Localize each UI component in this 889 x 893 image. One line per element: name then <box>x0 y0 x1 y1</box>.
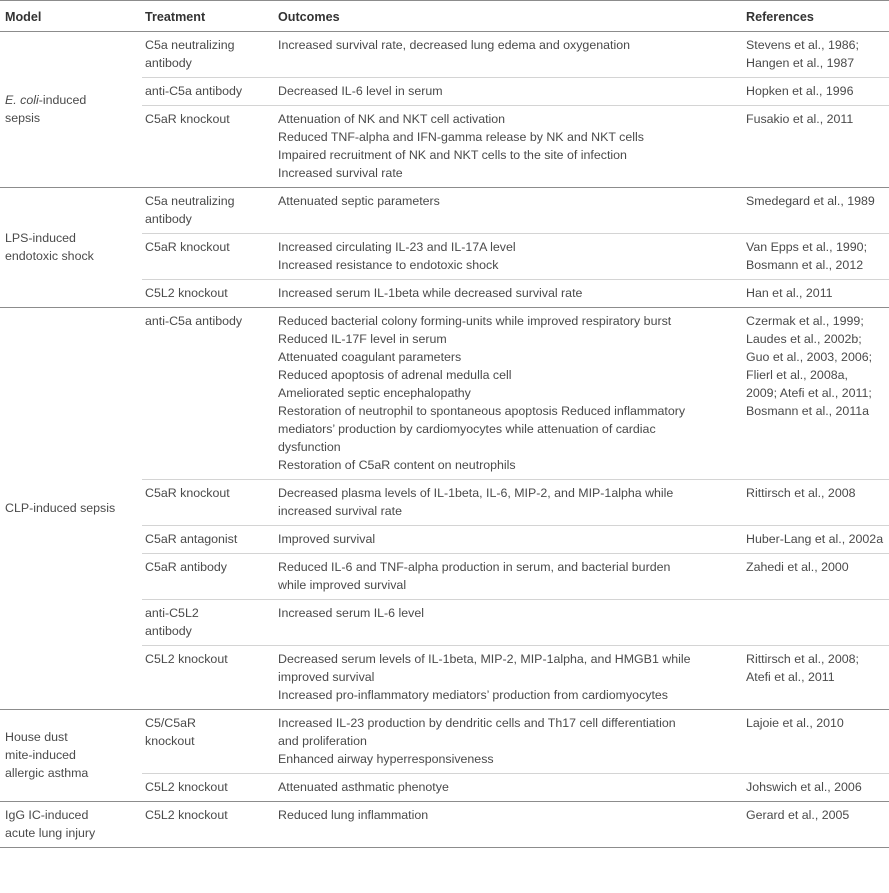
references-cell <box>742 554 889 600</box>
treatment-line: C5aR knockout <box>145 486 230 500</box>
treatment-line: antibody <box>145 212 192 226</box>
treatment-cell <box>142 106 275 188</box>
model-italic-text: E. coli <box>5 93 39 107</box>
outcome-line: Decreased plasma levels of IL-1beta, IL-6, MIP-2, and MIP-1alpha while <box>278 486 674 500</box>
treatment-line: C5aR knockout <box>145 112 230 126</box>
table-body <box>0 32 889 848</box>
reference-line: Van Epps et al., 1990; <box>746 240 868 254</box>
outcome-line: Attenuated coagulant parameters <box>278 350 462 364</box>
model-line: mite-induced <box>5 748 76 762</box>
reference-line: Fusakio et al., 2011 <box>746 112 854 126</box>
outcomes-cell <box>275 710 742 774</box>
treatment-line: C5aR antibody <box>145 560 227 574</box>
treatment-cell <box>142 32 275 78</box>
outcome-line: Restoration of C5aR content on neutrophils <box>278 458 516 472</box>
treatment-line: anti-C5a antibody <box>145 84 243 98</box>
outcomes-cell <box>275 234 742 280</box>
references-cell <box>742 308 889 480</box>
reference-line: Gerard et al., 2005 <box>746 808 850 822</box>
outcome-line: Attenuated asthmatic phenotye <box>278 780 449 794</box>
reference-line: Hopken et al., 1996 <box>746 84 854 98</box>
treatment-line: anti-C5a antibody <box>145 314 243 328</box>
treatment-cell <box>142 774 275 802</box>
header-row <box>0 1 889 32</box>
outcomes-cell <box>275 646 742 710</box>
outcomes-cell <box>275 774 742 802</box>
outcome-line: Increased IL-23 production by dendritic cells and Th17 cell differentiation <box>278 716 676 730</box>
treatment-cell <box>142 308 275 480</box>
treatment-cell <box>142 280 275 308</box>
model-cell <box>0 188 142 308</box>
model-line: CLP-induced sepsis <box>5 501 116 515</box>
table-row <box>0 802 889 848</box>
outcome-line: mediators’ production by cardiomyocytes while attenuation of cardiac <box>278 422 656 436</box>
outcomes-cell <box>275 32 742 78</box>
treatment-cell <box>142 802 275 848</box>
model-line: House dust <box>5 730 68 744</box>
reference-line: 2009; Atefi et al., 2011; <box>746 386 872 400</box>
table-row <box>0 32 889 78</box>
reference-line: Czermak et al., 1999; <box>746 314 864 328</box>
references-cell <box>742 106 889 188</box>
references-cell <box>742 526 889 554</box>
outcome-line: Increased survival rate <box>278 166 403 180</box>
model-text: -induced <box>38 93 87 107</box>
outcome-line: while improved survival <box>278 578 407 592</box>
treatment-cell <box>142 188 275 234</box>
outcome-line: Decreased serum levels of IL-1beta, MIP-2, MIP-1alpha, and HMGB1 while <box>278 652 691 666</box>
reference-line: Johswich et al., 2006 <box>746 780 862 794</box>
model-line: endotoxic shock <box>5 249 94 263</box>
outcome-line: Impaired recruitment of NK and NKT cells to the site of infection <box>278 148 627 162</box>
outcome-line: dysfunction <box>278 440 341 454</box>
treatment-line: C5a neutralizing <box>145 194 235 208</box>
references-cell <box>742 774 889 802</box>
outcome-line: Increased circulating IL-23 and IL-17A level <box>278 240 516 254</box>
outcomes-cell <box>275 188 742 234</box>
treatment-line: C5L2 knockout <box>145 780 228 794</box>
model-cell <box>0 308 142 710</box>
treatment-line: antibody <box>145 624 192 638</box>
outcome-line: Improved survival <box>278 532 376 546</box>
treatment-cell <box>142 646 275 710</box>
model-cell <box>0 710 142 802</box>
model-cell <box>0 802 142 848</box>
model-line: IgG IC-induced <box>5 808 89 822</box>
reference-line: Smedegard et al., 1989 <box>746 194 875 208</box>
treatment-cell <box>142 600 275 646</box>
outcome-line: Restoration of neutrophil to spontaneous apoptosis Reduced inflammatory <box>278 404 686 418</box>
table-row <box>0 188 889 234</box>
outcomes-cell <box>275 526 742 554</box>
references-cell <box>742 234 889 280</box>
references-cell <box>742 802 889 848</box>
model-line: acute lung injury <box>5 826 96 840</box>
treatment-line: C5L2 knockout <box>145 286 228 300</box>
references-cell <box>742 480 889 526</box>
outcome-line: Enhanced airway hyperresponsiveness <box>278 752 494 766</box>
header-model: Model <box>0 1 142 32</box>
treatment-line: antibody <box>145 56 192 70</box>
outcome-line: Reduced TNF-alpha and IFN-gamma release by NK and NKT cells <box>278 130 644 144</box>
model-line: LPS-induced <box>5 231 76 245</box>
treatment-cell <box>142 710 275 774</box>
outcome-line: Increased serum IL-1beta while decreased survival rate <box>278 286 583 300</box>
outcome-line: and proliferation <box>278 734 367 748</box>
outcome-line: Reduced lung inflammation <box>278 808 429 822</box>
outcomes-cell <box>275 802 742 848</box>
outcomes-cell <box>275 480 742 526</box>
outcome-line: Increased pro-inflammatory mediators’ production from cardiomyocytes <box>278 688 668 702</box>
treatment-cell <box>142 234 275 280</box>
reference-line: Bosmann et al., 2012 <box>746 258 864 272</box>
treatment-line: C5L2 knockout <box>145 652 228 666</box>
reference-line: Bosmann et al., 2011a <box>746 404 870 418</box>
outcome-line: Attenuated septic parameters <box>278 194 440 208</box>
outcome-line: Increased serum IL-6 level <box>278 606 425 620</box>
treatment-line: C5aR knockout <box>145 240 230 254</box>
outcome-line: increased survival rate <box>278 504 402 518</box>
reference-line: Laudes et al., 2002b; <box>746 332 862 346</box>
treatment-line: knockout <box>145 734 195 748</box>
treatment-line: C5a neutralizing <box>145 38 235 52</box>
references-cell <box>742 78 889 106</box>
references-cell <box>742 710 889 774</box>
outcome-line: Reduced IL-17F level in serum <box>278 332 447 346</box>
treatment-cell <box>142 554 275 600</box>
treatment-cell <box>142 480 275 526</box>
references-cell <box>742 32 889 78</box>
treatment-line: C5aR antagonist <box>145 532 238 546</box>
reference-line: Flierl et al., 2008a, <box>746 368 848 382</box>
references-cell <box>742 646 889 710</box>
outcome-line: Attenuation of NK and NKT cell activation <box>278 112 506 126</box>
reference-line: Rittirsch et al., 2008; <box>746 652 859 666</box>
table-row <box>0 308 889 480</box>
outcome-line: Reduced bacterial colony forming-units while improved respiratory burst <box>278 314 672 328</box>
reference-line: Stevens et al., 1986; <box>746 38 859 52</box>
references-cell <box>742 188 889 234</box>
model-line: allergic asthma <box>5 766 89 780</box>
header-treatment: Treatment <box>142 1 275 32</box>
outcome-line: improved survival <box>278 670 375 684</box>
outcomes-cell <box>275 106 742 188</box>
reference-line: Zahedi et al., 2000 <box>746 560 849 574</box>
reference-line: Hangen et al., 1987 <box>746 56 855 70</box>
reference-line: Han et al., 2011 <box>746 286 833 300</box>
outcome-line: Ameliorated septic encephalopathy <box>278 386 471 400</box>
reference-line: Guo et al., 2003, 2006; <box>746 350 873 364</box>
reference-line: Lajoie et al., 2010 <box>746 716 844 730</box>
references-cell <box>742 600 889 646</box>
outcome-line: Decreased IL-6 level in serum <box>278 84 443 98</box>
reference-line: Atefi et al., 2011 <box>746 670 835 684</box>
outcomes-cell <box>275 554 742 600</box>
outcomes-cell <box>275 280 742 308</box>
treatment-line: C5/C5aR <box>145 716 196 730</box>
model-line <box>5 91 138 109</box>
outcome-line: Reduced apoptosis of adrenal medulla cell <box>278 368 512 382</box>
treatment-line: anti-C5L2 <box>145 606 199 620</box>
outcomes-cell <box>275 78 742 106</box>
treatment-cell <box>142 526 275 554</box>
reference-line: Rittirsch et al., 2008 <box>746 486 856 500</box>
outcomes-cell <box>275 600 742 646</box>
model-line: sepsis <box>5 111 41 125</box>
model-cell <box>0 32 142 188</box>
outcomes-cell <box>275 308 742 480</box>
reference-line: Huber-Lang et al., 2002a <box>746 532 884 546</box>
header-references: References <box>742 1 889 32</box>
header-outcomes: Outcomes <box>275 1 742 32</box>
outcome-line: Increased survival rate, decreased lung edema and oxygenation <box>278 38 630 52</box>
outcome-line: Increased resistance to endotoxic shock <box>278 258 499 272</box>
outcome-line: Reduced IL-6 and TNF-alpha production in serum, and bacterial burden <box>278 560 671 574</box>
treatment-line: C5L2 knockout <box>145 808 228 822</box>
table-row <box>0 710 889 774</box>
references-cell <box>742 280 889 308</box>
treatment-cell <box>142 78 275 106</box>
